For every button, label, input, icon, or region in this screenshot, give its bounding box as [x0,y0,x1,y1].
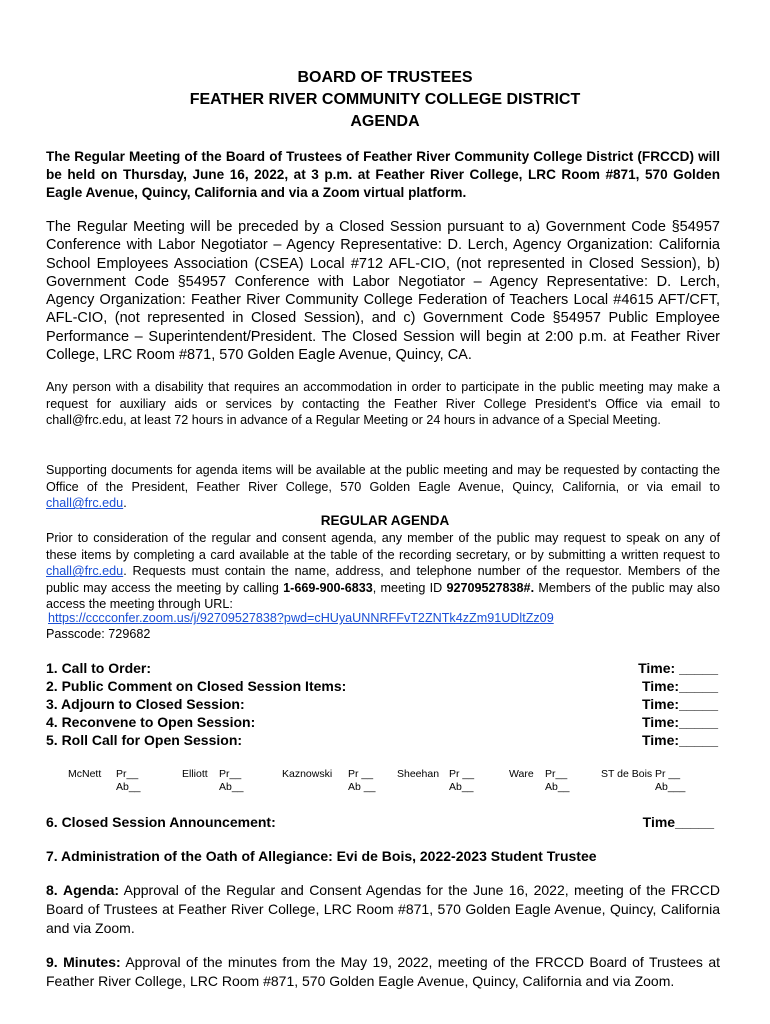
agenda-item-9 [46,953,720,991]
meeting-id: 92709527838#. [446,580,535,595]
roll-absent: Ab__ [545,781,570,793]
roll-mark [545,768,570,794]
agenda-item-1 [46,660,718,678]
agenda-item-time: Time: _____ [638,660,718,676]
header-district: FEATHER RIVER COMMUNITY COLLEGE DISTRICT [189,91,581,108]
disability-paragraph: Any person with a disability that requires an accommodation in order to participate in the public meeting may make a request for auxiliary aids or services by contacting the Feather River College President's Office via email to chall@frc.edu, at least 72 hours in advance of a Regular Meeting or 24 hours in advance of a Special Meeting. [46,380,720,428]
roll-absent: Ab__ [219,781,244,793]
phone-number: 1-669-900-6833 [283,580,373,595]
agenda-item-4 [46,714,718,732]
supporting-documents-paragraph [46,462,720,512]
document-header [0,67,770,133]
roll-present: Pr__ [545,768,568,780]
roll-absent: Ab___ [655,781,686,793]
roll-name: McNett [68,768,102,780]
roll-name: Kaznowski [282,768,333,780]
prior-text-1: Prior to consideration of the regular and consent agenda, any member of the public may request to speak on any of these items by completing a card available at the table of the recording secretary, or by submitting a written request to [46,531,720,562]
roll-present: Pr __ [348,768,374,780]
roll-absent: Ab__ [116,781,141,793]
supporting-email-link[interactable]: chall@frc.edu [46,496,124,511]
roll-name: ST de Bois [601,768,653,780]
agenda-item-2 [46,678,718,696]
roll-mark [219,768,244,794]
agenda-item-time: Time_____ [642,814,714,830]
roll-name: Ware [509,768,534,780]
agenda-item-6 [46,814,718,832]
roll-present: Pr__ [116,768,139,780]
request-email-link[interactable]: chall@frc.edu [46,564,124,579]
header-board: BOARD OF TRUSTEES [297,69,473,86]
roll-present: Pr __ [655,768,681,780]
agenda-item-8 [46,881,720,938]
agenda-item-label: 1. Call to Order: [46,660,152,676]
regular-agenda-title: REGULAR AGENDA [320,513,450,528]
item-number: 8. [46,882,58,898]
agenda-item-label: 2. Public Comment on Closed Session Items: [46,678,347,694]
roll-absent: Ab__ [449,781,474,793]
item-number: 9. [46,954,58,970]
header-agenda: AGENDA [350,113,420,130]
agenda-item-label: 4. Reconvene to Open Session: [46,714,256,730]
agenda-item-label: 3. Adjourn to Closed Session: [46,696,245,712]
item-label: Agenda: [63,882,120,898]
agenda-item-3 [46,696,718,714]
agenda-item-time: Time:_____ [641,714,718,730]
item-text: Approval of the Regular and Consent Agendas for the June 16, 2022, meeting of the FRCCD Board of Trustees at Feather River College, LRC Room #871, 570 Golden Eagle Avenue, Quincy, California and via Zoom. [46,882,720,936]
passcode: Passcode: 729682 [46,627,151,641]
agenda-item-5 [46,732,718,750]
roll-mark [116,768,141,794]
intro-paragraph: The Regular Meeting of the Board of Trustees of Feather River Community College District (FRCCD) will be held on Thursday, June 16, 2022, at 3 p.m. at Feather River College, LRC Room #871, 570 Golden Eagle Avenue, Quincy, California and via a Zoom virtual platform. [46,149,720,200]
closed-session-paragraph: The Regular Meeting will be preceded by a Closed Session pursuant to a) Government Code §54957 Conference with Labor Negotiator – Agency Representative: D. Lerch, Agency Organization: California School Employees Association (CSEA) Local #712 AFL-CIO, (not represented in Closed Session), b) Government Code §54957 Conference with Labor Negotiator – Agency Representative: D. Lerch, Agency Organization: Feather River Community College Federation of Teachers Local #4615 AFT/CFT, AFL-CIO, (not represented in Closed Session), and c) Government Code §54957 Public Employee Performance – Superintendent/President. The Closed Session will begin at 2:00 p.m. at Feather River College, LRC Room #871, 570 Golden Eagle Avenue, Quincy, CA. [46,219,720,364]
supporting-end: . [123,496,127,511]
supporting-text: Supporting documents for agenda items will be available at the public meeting and may be requested by contacting the Office of the President, Feather River College, 570 Golden Eagle Avenue, Quincy, California, or via email to [46,463,720,494]
roll-name: Sheehan [397,768,440,780]
agenda-item-time: Time:_____ [641,678,718,694]
roll-present: Pr__ [219,768,242,780]
roll-absent: Ab __ [348,781,376,793]
agenda-item-label: 6. Closed Session Announcement: [46,814,276,830]
roll-name: Elliott [182,768,208,780]
agenda-item-time: Time:_____ [641,732,718,748]
public-comment-paragraph [46,530,720,613]
prior-text-4: Members of the public may also access the meeting through URL: [46,580,721,612]
roll-mark [655,768,685,794]
agenda-item-label: 5. Roll Call for Open Session: [46,732,243,748]
prior-text-3: , meeting ID [372,580,443,595]
agenda-item-time: Time:_____ [641,696,718,712]
roll-mark [449,768,474,794]
item-label: Minutes: [63,954,121,970]
item-text: Approval of the minutes from the May 19, 2022, meeting of the FRCCD Board of Trustees at Feather River College, LRC Room #871, 570 Golden Eagle Avenue, Quincy, California and via Zoom. [46,954,721,989]
roll-present: Pr __ [449,768,475,780]
prior-text-2: . Requests must contain the name, address, and telephone number of the requestor. Members of the public may access the meeting by calling [46,564,720,595]
zoom-url-link[interactable]: https://cccconfer.zoom.us/j/92709527838?pwd=cHUyaUNNRFFvT2ZNTk4zZm91UDltZz09 [48,611,554,625]
agenda-item-7: 7. Administration of the Oath of Allegiance: Evi de Bois, 2022-2023 Student Trustee [46,848,597,864]
roll-mark [348,768,375,794]
